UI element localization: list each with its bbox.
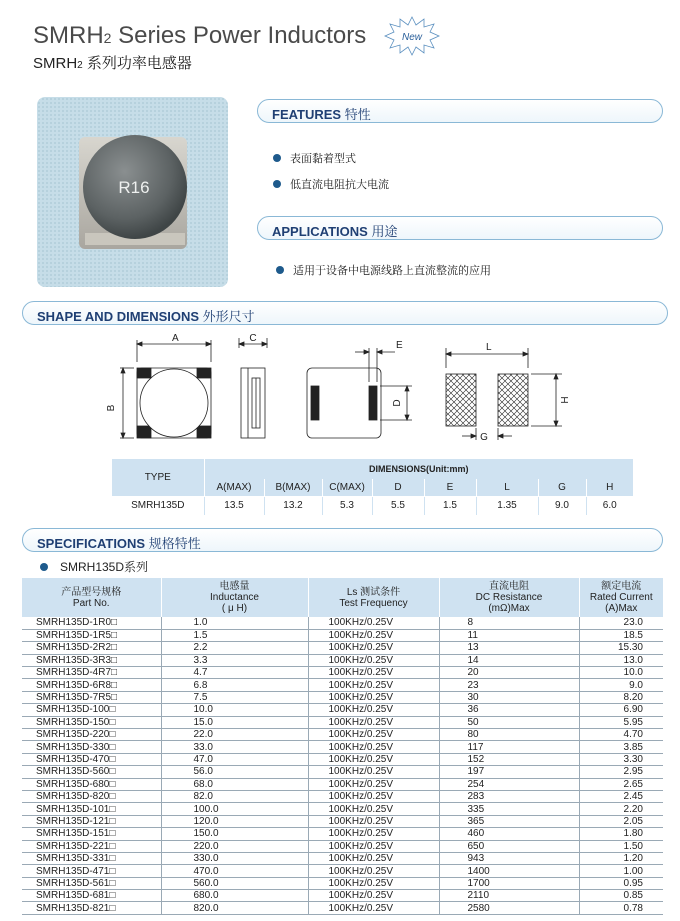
features-title-cn: 特性 [344, 107, 371, 122]
inductance-cell: 6.8 [161, 679, 308, 691]
rated-current-cell: 3.85 [579, 741, 663, 753]
rated-current-cell: 10.0 [579, 667, 663, 679]
bottom-view-drawing [307, 348, 412, 438]
inductance-cell: 220.0 [161, 840, 308, 852]
test-frequency-cell: 100KHz/0.25V [308, 840, 439, 852]
dim-value: 6.0 [586, 496, 633, 515]
shape-dimensions-header [22, 301, 668, 325]
part-no-cell: SMRH135D-820□ [22, 790, 161, 802]
part-no-cell: SMRH135D-561□ [22, 877, 161, 889]
dim-label-h: H [560, 396, 571, 404]
test-frequency-cell: 100KHz/0.25V [308, 716, 439, 728]
inductance-cell: 15.0 [161, 716, 308, 728]
dimensions-group-header: DIMENSIONS(Unit:mm) [204, 459, 633, 479]
features-header [257, 99, 663, 123]
table-row [22, 654, 663, 666]
table-row [22, 778, 663, 790]
test-frequency-cell: 100KHz/0.25V [308, 642, 439, 654]
part-no-cell: SMRH135D-330□ [22, 741, 161, 753]
part-no-cell: SMRH135D-470□ [22, 753, 161, 765]
test-frequency-cell: 100KHz/0.25V [308, 654, 439, 666]
rated-current-cell: 15.30 [579, 642, 663, 654]
test-frequency-cell: 100KHz/0.25V [308, 629, 439, 641]
rated-current-cell: 0.95 [579, 877, 663, 889]
inductance-cell: 68.0 [161, 778, 308, 790]
dim-value: 9.0 [538, 496, 586, 515]
part-no-cell: SMRH135D-471□ [22, 865, 161, 877]
series-label: SMRH135D系列 [40, 558, 148, 575]
shape-title: SHAPE AND DIMENSIONS [37, 309, 200, 324]
table-row [22, 716, 663, 728]
test-frequency-cell: 100KHz/0.25V [308, 729, 439, 741]
bullet-icon [40, 563, 48, 571]
part-no-cell: SMRH135D-220□ [22, 729, 161, 741]
inductance-cell: 22.0 [161, 729, 308, 741]
test-frequency-cell: 100KHz/0.25V [308, 691, 439, 703]
part-no-header: 产品型号规格 Part No. [22, 578, 161, 617]
test-frequency-cell: 100KHz/0.25V [308, 877, 439, 889]
dc-resistance-cell: 460 [439, 828, 579, 840]
rated-current-cell: 9.0 [579, 679, 663, 691]
part-no-cell: SMRH135D-3R3□ [22, 654, 161, 666]
dc-resistance-cell: 152 [439, 753, 579, 765]
test-frequency-cell: 100KHz/0.25V [308, 667, 439, 679]
specifications-header [22, 528, 663, 552]
rated-current-cell: 0.85 [579, 890, 663, 902]
rated-current-cell: 1.20 [579, 852, 663, 864]
inductance-cell: 1.5 [161, 629, 308, 641]
table-row [22, 852, 663, 864]
dc-resistance-cell: 20 [439, 667, 579, 679]
table-row [22, 729, 663, 741]
dimension-drawings [100, 330, 580, 445]
land-pattern-drawing [446, 348, 562, 440]
bullet-icon [276, 266, 284, 274]
part-no-cell: SMRH135D-4R7□ [22, 667, 161, 679]
dimensions-table [112, 459, 633, 515]
dc-resistance-cell: 11 [439, 629, 579, 641]
table-row [22, 753, 663, 765]
table-row [22, 642, 663, 654]
type-value: SMRH135D [112, 496, 204, 515]
inductance-cell: 470.0 [161, 865, 308, 877]
part-marking: R16 [118, 178, 150, 197]
rated-current-cell: 5.95 [579, 716, 663, 728]
rated-current-cell: 0.78 [579, 902, 663, 914]
dc-resistance-header: 直流电阻 DC Resistance (mΩ)Max [439, 578, 579, 617]
part-no-cell: SMRH135D-121□ [22, 815, 161, 827]
applications-title-cn: 用途 [371, 224, 398, 239]
inductance-cell: 3.3 [161, 654, 308, 666]
inductance-cell: 82.0 [161, 790, 308, 802]
top-view-drawing [120, 340, 211, 438]
table-row [22, 902, 663, 914]
table-row [22, 877, 663, 889]
dc-resistance-cell: 13 [439, 642, 579, 654]
side-view-drawing [239, 338, 267, 438]
part-no-cell: SMRH135D-1R5□ [22, 629, 161, 641]
dim-col-header: L [476, 479, 538, 496]
table-row [22, 704, 663, 716]
test-frequency-cell: 100KHz/0.25V [308, 865, 439, 877]
rated-current-cell: 2.65 [579, 778, 663, 790]
test-frequency-cell: 100KHz/0.25V [308, 741, 439, 753]
specifications-table [22, 578, 663, 915]
part-no-cell: SMRH135D-681□ [22, 890, 161, 902]
table-row [22, 679, 663, 691]
bullet-icon [273, 180, 281, 188]
dc-resistance-cell: 943 [439, 852, 579, 864]
inductance-cell: 56.0 [161, 766, 308, 778]
inductance-cell: 10.0 [161, 704, 308, 716]
feature-item: 低直流电阻抗大电流 [273, 176, 389, 192]
rated-current-cell: 6.90 [579, 704, 663, 716]
table-row [22, 803, 663, 815]
dc-resistance-cell: 50 [439, 716, 579, 728]
part-no-cell: SMRH135D-151□ [22, 828, 161, 840]
inductance-cell: 150.0 [161, 828, 308, 840]
inductance-cell: 560.0 [161, 877, 308, 889]
part-no-cell: SMRH135D-150□ [22, 716, 161, 728]
test-frequency-cell: 100KHz/0.25V [308, 766, 439, 778]
dim-value: 13.2 [264, 496, 322, 515]
dim-col-header: E [424, 479, 476, 496]
dc-resistance-cell: 335 [439, 803, 579, 815]
table-row [22, 890, 663, 902]
rated-current-cell: 1.00 [579, 865, 663, 877]
inductor-illustration [37, 97, 228, 287]
inductance-cell: 2.2 [161, 642, 308, 654]
test-frequency-cell: 100KHz/0.25V [308, 679, 439, 691]
test-frequency-cell: 100KHz/0.25V [308, 852, 439, 864]
specifications-title: SPECIFICATIONS [37, 536, 146, 551]
part-no-cell: SMRH135D-2R2□ [22, 642, 161, 654]
test-frequency-cell: 100KHz/0.25V [308, 790, 439, 802]
new-starburst-badge [384, 16, 440, 56]
rated-current-cell: 18.5 [579, 629, 663, 641]
inductance-cell: 100.0 [161, 803, 308, 815]
dc-resistance-cell: 36 [439, 704, 579, 716]
test-frequency-cell: 100KHz/0.25V [308, 815, 439, 827]
dc-resistance-cell: 1700 [439, 877, 579, 889]
table-row [22, 840, 663, 852]
part-no-cell: SMRH135D-331□ [22, 852, 161, 864]
test-frequency-header: Ls 测试条件 Test Frequency [308, 578, 439, 617]
applications-title: APPLICATIONS [272, 224, 368, 239]
dc-resistance-cell: 254 [439, 778, 579, 790]
shape-title-cn: 外形尺寸 [202, 309, 255, 324]
dc-resistance-cell: 2110 [439, 890, 579, 902]
part-no-cell: SMRH135D-100□ [22, 704, 161, 716]
inductance-cell: 1.0 [161, 617, 308, 629]
rated-current-cell: 1.80 [579, 828, 663, 840]
inductance-cell: 47.0 [161, 753, 308, 765]
table-row [22, 617, 663, 629]
dim-value: 13.5 [204, 496, 264, 515]
new-badge-text: New [401, 32, 423, 43]
dim-value: 1.35 [476, 496, 538, 515]
part-no-cell: SMRH135D-1R0□ [22, 617, 161, 629]
part-no-cell: SMRH135D-821□ [22, 902, 161, 914]
bullet-icon [273, 154, 281, 162]
dim-value: 5.5 [372, 496, 424, 515]
dimensions-row [112, 496, 633, 515]
table-row [22, 766, 663, 778]
dc-resistance-cell: 14 [439, 654, 579, 666]
dim-label-b: B [106, 404, 117, 412]
rated-current-cell: 2.20 [579, 803, 663, 815]
dim-value: 5.3 [322, 496, 372, 515]
features-title: FEATURES [272, 107, 342, 122]
dim-col-header: C(MAX) [322, 479, 372, 496]
dc-resistance-cell: 30 [439, 691, 579, 703]
inductance-header: 电感量 Inductance ( μ H) [161, 578, 308, 617]
application-item: 适用于设备中电源线路上直流整流的应用 [276, 262, 491, 278]
dc-resistance-cell: 80 [439, 729, 579, 741]
rated-current-cell: 1.50 [579, 840, 663, 852]
dim-label-d: D [392, 399, 403, 407]
dc-resistance-cell: 650 [439, 840, 579, 852]
inductance-cell: 820.0 [161, 902, 308, 914]
part-no-cell: SMRH135D-221□ [22, 840, 161, 852]
dim-value: 1.5 [424, 496, 476, 515]
table-row [22, 741, 663, 753]
table-row [22, 691, 663, 703]
test-frequency-cell: 100KHz/0.25V [308, 617, 439, 629]
table-row [22, 790, 663, 802]
dim-col-header: A(MAX) [204, 479, 264, 496]
feature-item: 表面黏着型式 [273, 150, 356, 166]
type-header: TYPE [144, 471, 171, 483]
dc-resistance-cell: 8 [439, 617, 579, 629]
test-frequency-cell: 100KHz/0.25V [308, 803, 439, 815]
dc-resistance-cell: 2580 [439, 902, 579, 914]
table-row [22, 667, 663, 679]
dim-label-c: C [249, 333, 257, 344]
inductance-cell: 7.5 [161, 691, 308, 703]
dim-label-l: L [486, 342, 492, 353]
inductance-cell: 33.0 [161, 741, 308, 753]
dc-resistance-cell: 197 [439, 766, 579, 778]
applications-header [257, 216, 663, 240]
inductance-cell: 120.0 [161, 815, 308, 827]
dc-resistance-cell: 23 [439, 679, 579, 691]
part-no-cell: SMRH135D-6R8□ [22, 679, 161, 691]
rated-current-cell: 13.0 [579, 654, 663, 666]
dim-label-e: E [396, 340, 403, 351]
test-frequency-cell: 100KHz/0.25V [308, 828, 439, 840]
test-frequency-cell: 100KHz/0.25V [308, 704, 439, 716]
inductance-cell: 680.0 [161, 890, 308, 902]
rated-current-cell: 4.70 [579, 729, 663, 741]
inductance-cell: 330.0 [161, 852, 308, 864]
part-no-cell: SMRH135D-101□ [22, 803, 161, 815]
table-row [22, 815, 663, 827]
rated-current-cell: 2.45 [579, 790, 663, 802]
test-frequency-cell: 100KHz/0.25V [308, 753, 439, 765]
dc-resistance-cell: 365 [439, 815, 579, 827]
table-row [22, 629, 663, 641]
dim-col-header: B(MAX) [264, 479, 322, 496]
dim-col-header: D [372, 479, 424, 496]
table-row [22, 828, 663, 840]
product-photo [37, 97, 228, 287]
page-title: SMRH2 Series Power Inductors [33, 22, 367, 49]
inductance-cell: 4.7 [161, 667, 308, 679]
rated-current-cell: 8.20 [579, 691, 663, 703]
rated-current-cell: 2.05 [579, 815, 663, 827]
part-no-cell: SMRH135D-560□ [22, 766, 161, 778]
rated-current-cell: 2.95 [579, 766, 663, 778]
test-frequency-cell: 100KHz/0.25V [308, 778, 439, 790]
part-no-cell: SMRH135D-680□ [22, 778, 161, 790]
dim-label-a: A [172, 333, 179, 344]
rated-current-header: 额定电流 Rated Current (A)Max [579, 578, 663, 617]
specifications-title-cn: 规格特性 [148, 536, 201, 551]
rated-current-cell: 3.30 [579, 753, 663, 765]
dc-resistance-cell: 117 [439, 741, 579, 753]
test-frequency-cell: 100KHz/0.25V [308, 890, 439, 902]
table-row [22, 865, 663, 877]
dim-label-g: G [480, 432, 488, 443]
dim-col-header: G [538, 479, 586, 496]
dim-col-header: H [586, 479, 633, 496]
test-frequency-cell: 100KHz/0.25V [308, 902, 439, 914]
dc-resistance-cell: 1400 [439, 865, 579, 877]
rated-current-cell: 23.0 [579, 617, 663, 629]
part-no-cell: SMRH135D-7R5□ [22, 691, 161, 703]
page-subtitle: SMRH2 系列功率电感器 [33, 55, 192, 72]
dc-resistance-cell: 283 [439, 790, 579, 802]
